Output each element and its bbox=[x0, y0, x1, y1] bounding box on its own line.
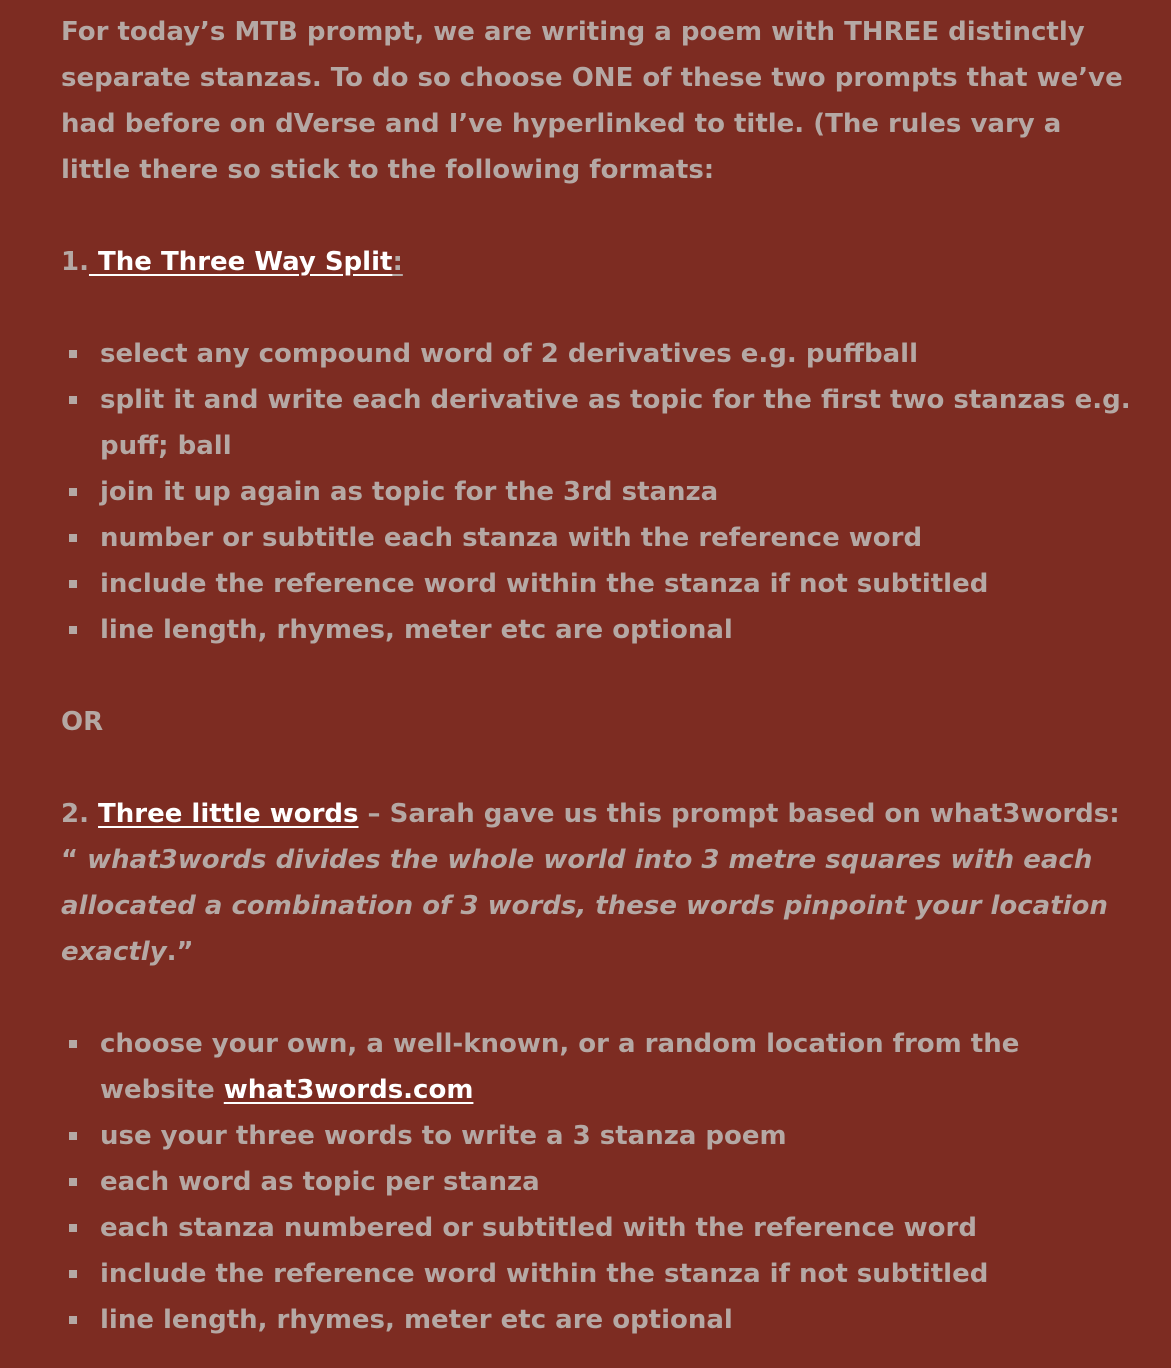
option-1-heading bbox=[61, 239, 1136, 285]
list-item bbox=[61, 515, 1136, 561]
intro-paragraph: For today’s MTB prompt, we are writing a poem with THREE distinctly separate stanzas. To do so choose ONE of these two prompts that we’ve had before on dVerse and I’ve hyperlinked to title. (The rules vary a little there so stick to the following formats: bbox=[61, 17, 1123, 185]
what3words-website-link[interactable]: what3words.com bbox=[223, 1075, 474, 1105]
square-bullet-icon bbox=[69, 626, 77, 634]
quote-close-mark: .” bbox=[166, 937, 194, 967]
rule-text: number or subtitle each stanza with the reference word bbox=[100, 523, 923, 553]
square-bullet-icon bbox=[69, 1040, 77, 1048]
three-little-words-link[interactable]: Three little words bbox=[98, 799, 359, 829]
spacer bbox=[61, 745, 1136, 791]
rule-text: line length, rhymes, meter etc are optional bbox=[100, 1305, 733, 1335]
list-item bbox=[61, 1159, 1136, 1205]
rule-text: line length, rhymes, meter etc are optional bbox=[100, 615, 733, 645]
list-item bbox=[61, 607, 1136, 653]
list-item bbox=[61, 1205, 1136, 1251]
square-bullet-icon bbox=[69, 350, 77, 358]
option-2-description: – Sarah gave us this prompt based on what3words: bbox=[358, 799, 1120, 829]
list-item bbox=[61, 561, 1136, 607]
rule-text: use your three words to write a 3 stanza poem bbox=[100, 1121, 787, 1151]
rule-text: join it up again as topic for the 3rd stanza bbox=[100, 477, 719, 507]
square-bullet-icon bbox=[69, 1178, 77, 1186]
spacer bbox=[61, 193, 1136, 239]
rule-text: include the reference word within the stanza if not subtitled bbox=[100, 1259, 989, 1289]
list-item bbox=[61, 1113, 1136, 1159]
list-item bbox=[61, 469, 1136, 515]
rule-text: choose your own, a well-known, or a random location from the website bbox=[100, 1029, 1020, 1105]
square-bullet-icon bbox=[69, 1132, 77, 1140]
option-1-number: 1. bbox=[61, 247, 89, 277]
three-way-split-link[interactable]: The Three Way Split bbox=[88, 247, 393, 277]
rule-text: each word as topic per stanza bbox=[100, 1167, 540, 1197]
list-item bbox=[61, 1021, 1136, 1113]
what3words-quote: what3words divides the whole world into 3 metre squares with each allocated a combination of 3 words, these words pinpoint your location exactly bbox=[61, 845, 1108, 967]
list-item bbox=[61, 331, 1136, 377]
square-bullet-icon bbox=[69, 488, 77, 496]
square-bullet-icon bbox=[69, 396, 77, 404]
rule-text: each stanza numbered or subtitled with the reference word bbox=[100, 1213, 977, 1243]
list-item bbox=[61, 377, 1136, 469]
option-2-number: 2. bbox=[61, 799, 99, 829]
option-1-rules-list bbox=[61, 331, 1136, 653]
square-bullet-icon bbox=[69, 534, 77, 542]
option-2-paragraph bbox=[61, 791, 1136, 975]
list-item bbox=[61, 1297, 1136, 1343]
square-bullet-icon bbox=[69, 1270, 77, 1278]
quote-open-mark: “ bbox=[61, 845, 88, 875]
spacer bbox=[61, 285, 1136, 331]
option-1-suffix: : bbox=[392, 247, 403, 277]
list-item bbox=[61, 1251, 1136, 1297]
spacer bbox=[61, 653, 1136, 699]
square-bullet-icon bbox=[69, 1316, 77, 1324]
square-bullet-icon bbox=[69, 1224, 77, 1232]
rule-text: split it and write each derivative as topic for the first two stanzas e.g. puff; ball bbox=[100, 385, 1131, 461]
article-content bbox=[61, 9, 1136, 1343]
or-separator: OR bbox=[61, 707, 104, 737]
square-bullet-icon bbox=[69, 580, 77, 588]
spacer bbox=[61, 975, 1136, 1021]
rule-text: select any compound word of 2 derivatives e.g. puffball bbox=[100, 339, 918, 369]
option-2-rules-list bbox=[61, 1021, 1136, 1343]
rule-text: include the reference word within the stanza if not subtitled bbox=[100, 569, 989, 599]
